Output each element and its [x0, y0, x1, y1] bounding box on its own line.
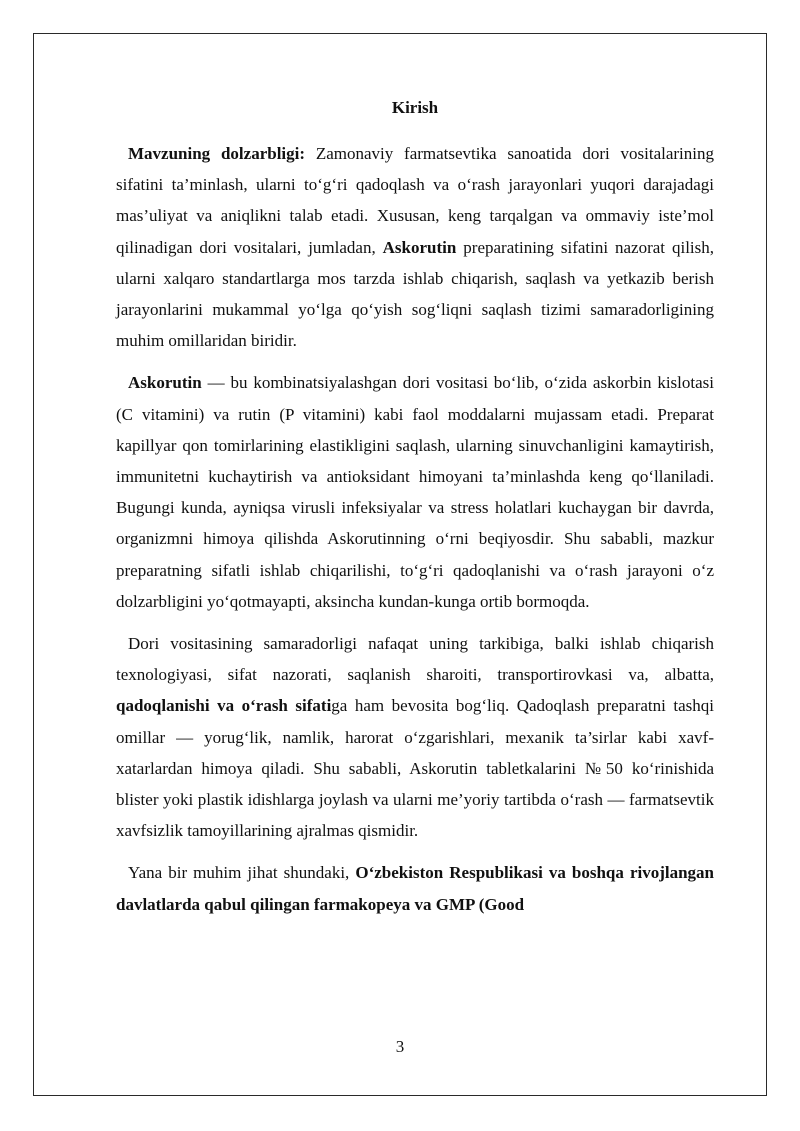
paragraph-relevance	[116, 138, 714, 356]
paragraph-askorutin	[116, 367, 714, 617]
run: qadoqlanishi va o‘rash sifati	[116, 696, 332, 716]
document-body	[116, 92, 714, 931]
run: Yana bir muhim jihat shundaki,	[128, 863, 356, 883]
paragraph-packaging	[116, 628, 714, 846]
run: Askorutin	[128, 373, 202, 393]
run: Zamonaviy farmatsevtika sanoatida dori vositalarining sifatini ta’minlash, ularni to‘g‘ri qadoqlash va o‘rash jarayonlari yuqori darajadagi mas’uliyat va aniqlikni talab etadi. Xususan, keng tarqalgan va ommaviy iste’mol qilinadigan dori vositalari, jumladan,	[116, 144, 715, 257]
run: Mavzuning dolzarbligi:	[128, 144, 306, 163]
page-number: 3	[395, 1037, 405, 1056]
run: Askorutin	[382, 237, 457, 257]
run: O‘zbekiston Respublikasi va boshqa rivojlangan davlatlarda qabul qilingan farmakopeya va GMP (Good	[116, 863, 715, 914]
paragraph-standards	[116, 857, 714, 919]
run: — bu kombinatsiyalashgan dori vositasi bo‘lib, o‘zida askorbin kislotasi (C vitamini) va rutin (P vitamini) kabi faol moddalarni mujassam etadi. Preparat kapillyar qon tomirlarining elastikligini saqlash, ularning sinuvchanligini kamaytirish, immunitetni kuchaytirish va antioksidant himoyani ta’minlashda keng qo‘llaniladi. Bugungi kunda, ayniqsa virusli infeksiyalar va stress holatlari kuchaygan bir davrda, organizmni himoya qilishda Askorutinning o‘rni beqiyosdir. Shu sababli, mazkur preparatning sifatli ishlab chiqarilishi, to‘g‘ri qadoqlanishi va o‘rash jarayoni o‘z dolzarbligini yo‘qotmayapti, aksincha kundan-kunga ortib bormoqda.	[116, 373, 714, 611]
run: Dori vositasining samaradorligi nafaqat uning tarkibiga, balki ishlab chiqarish texnologiyasi, sifat nazorati, saqlanish sharoiti, transportirovkasi va, albatta,	[116, 634, 714, 685]
run: ga ham bevosita bog‘liq. Qadoqlash preparatni tashqi omillar — yorug‘lik, namlik, harorat o‘zgarishlari, mexanik ta’sirlar kabi xavf-xatarlardan himoya qiladi. Shu sababli, Askorutin tabletkalarini №50 ko‘rinishida blister yoki plastik idishlarga joylash va ularni me’yoriy tartibda o‘rash — farmatsevtik xavfsizlik tamoyillarining ajralmas qismidir.	[116, 696, 714, 841]
run: preparatining sifatini nazorat qilish, ularni xalqaro standartlarga mos tarzda ishlab chiqarish, saqlash va yetkazib berish jarayonlarini mukammal yo‘lga qo‘yish sog‘liqni saqlash tizimi samaradorligining muhim omillaridan biridir.	[116, 237, 714, 351]
section-title: Kirish	[391, 98, 439, 117]
